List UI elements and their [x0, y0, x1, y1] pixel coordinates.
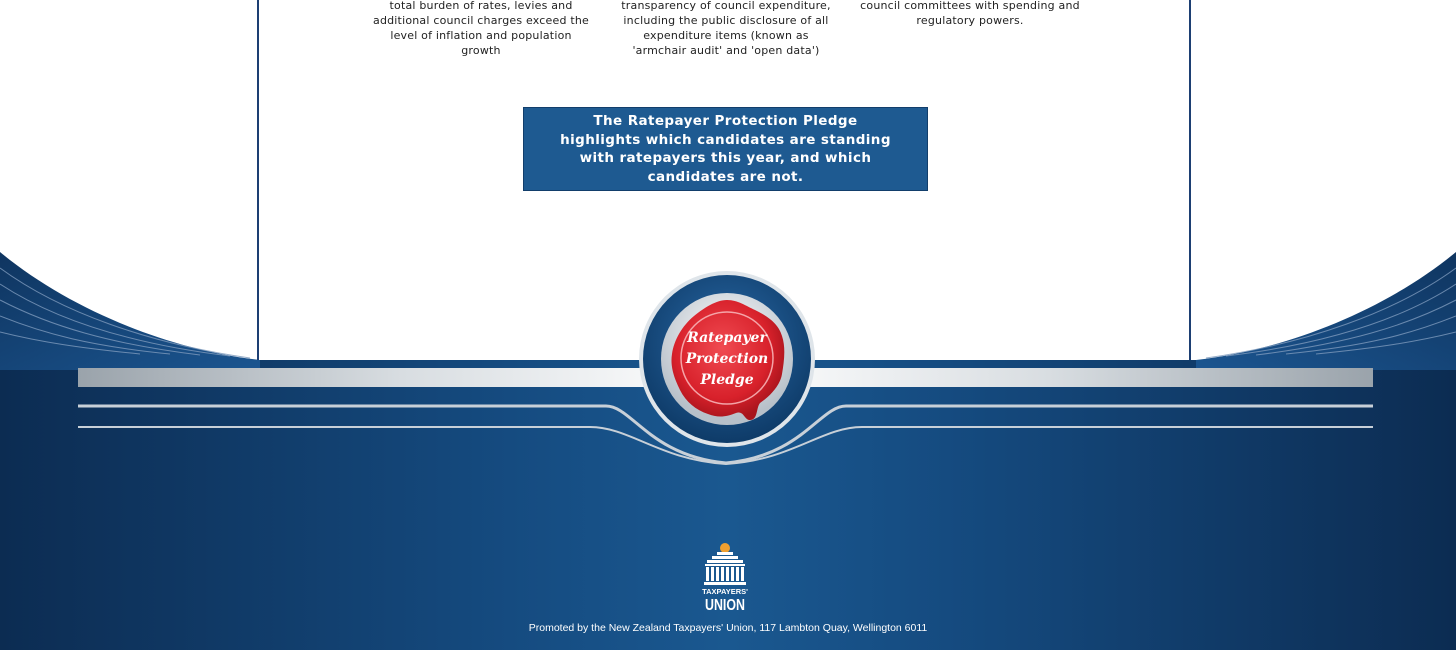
pledge-point-2: transparency of council expenditure, including the public disclosure of all expenditure items (known as 'armchair audit' and 'open data'): [621, 0, 831, 57]
pledge-point-1: total burden of rates, levies and additional council charges exceed the level of inflation and population growth: [373, 0, 589, 57]
seal-line-2: Protection: [685, 351, 769, 367]
highlight-box: [523, 107, 928, 191]
taxpayers-union-logo: [698, 540, 752, 614]
parliament-building-icon: [704, 543, 746, 585]
seal-line-3: Pledge: [700, 372, 754, 388]
highlight-text: The Ratepayer Protection Pledge highlights which candidates are standing with ratepayers this year, and which candidates are not.: [560, 113, 891, 185]
promoted-by-text: Promoted by the New Zealand Taxpayers' Union, 117 Lambton Quay, Wellington 6011: [528, 622, 928, 634]
seal-line-1: Ratepayer: [687, 330, 767, 346]
logo-line-2: UNION: [705, 597, 745, 614]
seal-badge: [638, 270, 816, 448]
pledge-point-3: council committees with spending and regulatory powers.: [860, 0, 1080, 27]
logo-line-1: TAXPAYERS': [702, 587, 748, 596]
